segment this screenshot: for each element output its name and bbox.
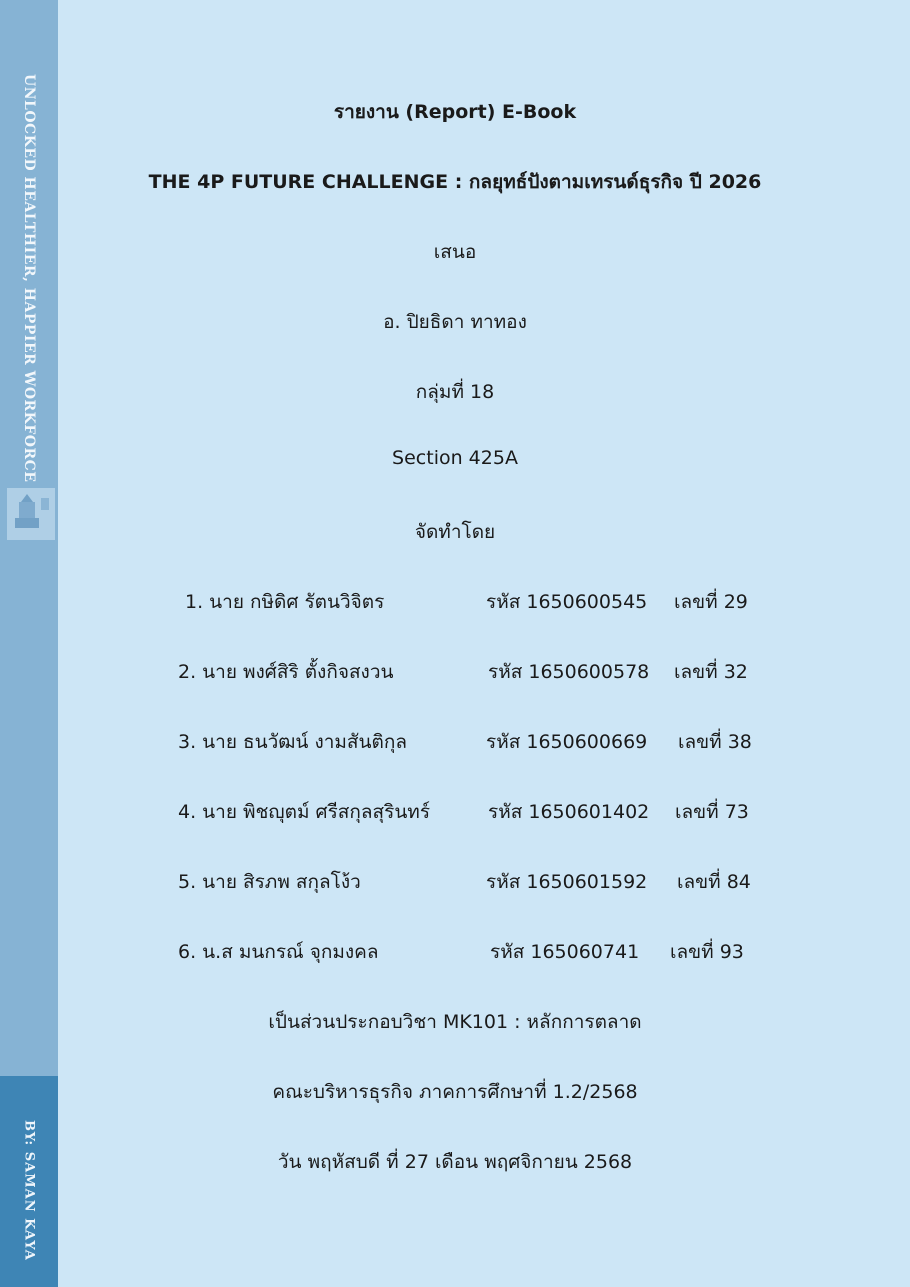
member-id: รหัส 1650600578 <box>488 661 650 683</box>
member-number: เลขที่ 38 <box>678 731 752 753</box>
member-id: รหัส 1650600669 <box>486 731 648 753</box>
present-label: เสนอ <box>433 241 477 263</box>
member-name: 3. นาย ธนวัฒน์ งามสันติกุล <box>178 731 407 753</box>
group-number: กลุ่มที่ 18 <box>415 381 495 403</box>
member-id: รหัส 1650601592 <box>486 871 648 893</box>
advisor-name: อ. ปิยธิดา ทาทอง <box>383 311 527 333</box>
prepared-by-label: จัดทำโดย <box>414 521 496 543</box>
member-number: เลขที่ 32 <box>674 661 748 683</box>
spine-author-band <box>0 1076 58 1287</box>
book-spine <box>0 0 58 1287</box>
temple-logo-icon <box>7 488 55 540</box>
member-number: เลขที่ 84 <box>677 871 751 893</box>
report-label: รายงาน (Report) E-Book <box>333 101 577 123</box>
spine-title: UNLOCKED HEALTHIER, HAPPIER WORKFORCE <box>21 74 37 483</box>
submission-date: วัน พฤหัสบดี ที่ 27 เดือน พฤศจิกายน 2568 <box>277 1151 633 1173</box>
faculty-info: คณะบริหารธุรกิจ ภาคการศึกษาที่ 1.2/2568 <box>272 1081 638 1103</box>
section-label: Section 425A <box>392 447 518 469</box>
member-name: 6. น.ส มนกรณ์ จุกมงคล <box>178 941 379 963</box>
member-name: 2. นาย พงศ์สิริ ตั้งกิจสงวน <box>178 661 394 683</box>
cover-page <box>58 0 910 1287</box>
member-name: 5. นาย สิรภพ สกุลโง้ว <box>178 871 361 893</box>
member-name: 4. นาย พิชญุตม์ ศรีสกุลสุรินทร์ <box>178 801 431 823</box>
member-number: เลขที่ 93 <box>670 941 744 963</box>
spine-author: BY: SAMAN KAYA <box>21 1120 37 1261</box>
member-number: เลขที่ 29 <box>674 591 748 613</box>
member-id: รหัส 1650600545 <box>486 591 648 613</box>
report-title: THE 4P FUTURE CHALLENGE : กลยุทธ์ปังตามเทรนด์ธุรกิจ ปี 2026 <box>148 171 762 193</box>
course-info: เป็นส่วนประกอบวิชา MK101 : หลักการตลาด <box>268 1011 642 1033</box>
member-id: รหัส 1650601402 <box>488 801 650 823</box>
member-name: 1. นาย กษิดิศ รัตนวิจิตร <box>185 591 385 613</box>
member-id: รหัส 165060741 <box>490 941 640 963</box>
member-number: เลขที่ 73 <box>675 801 749 823</box>
